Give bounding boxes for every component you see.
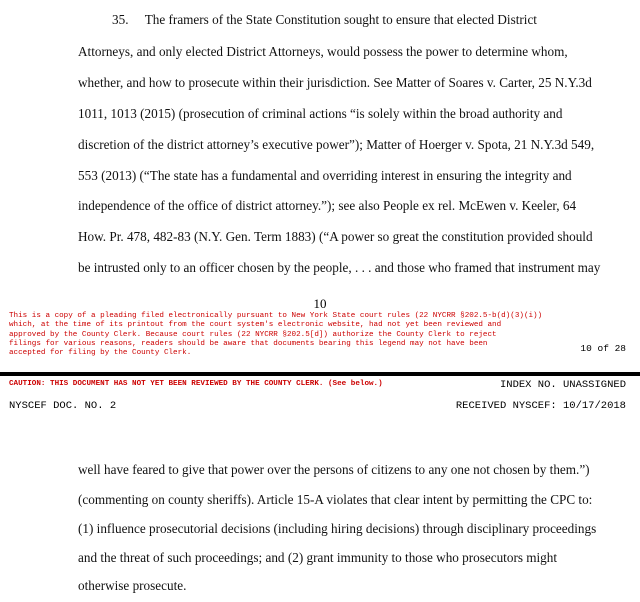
paragraph-line: otherwise prosecute. [78,578,187,593]
paragraph-line: (commenting on county sheriffs). Article 15-A violates that clear intent by permitting the CPC to: [78,492,593,507]
paragraph-line: be intrusted only to an officer chosen by the people, . . . and those who framed that instrument may [78,260,601,275]
paragraph-line: and the threat of such proceedings; and (2) grant immunity to those who prosecutors might [78,550,558,565]
paragraph-line: 553 (2013) (“The state has a fundamental and overriding interest in ensuring the integrity and [78,168,572,183]
paragraph-line: independence of the office of district attorney.”); see also People ex rel. McEwen v. Keeler, 64 [78,198,577,213]
paragraph-line: 35. The framers of the State Constitution sought to ensure that elected District [112,12,537,27]
paragraph-line: How. Pr. 478, 482-83 (N.Y. Gen. Term 1883) (“A power so great the constitution provided should [78,229,593,244]
caution-banner: CAUTION: THIS DOCUMENT HAS NOT YET BEEN REVIEWED BY THE COUNTY CLERK. (See below.) [9,380,383,388]
nyscef-doc-number: NYSCEF DOC. NO. 2 [9,400,117,412]
paragraph-line: well have feared to give that power over the persons of citizens to any one not chosen by them.”) [78,462,590,477]
index-number: INDEX NO. UNASSIGNED [499,379,626,391]
filing-legend: This is a copy of a pleading filed electronically pursuant to New York State court rules (22 NYCRR §202.5-b(d)(3)(i)) which, at the time of its printout from the court system's electronic website, had not yet been reviewed and approved by the County Clerk. Because court rules (22 NYCRR §202.5[d]) authorize the County Clerk to reject filings for various reasons, readers should be aware that documents bearing this legend may not have been accepted for filing by the County Clerk. [9,312,543,358]
current-page [0,376,640,602]
page-number: 10 [313,296,327,311]
paragraph-line: discretion of the district attorney’s executive power”); Matter of Hoerger v. Spota, 21 N.Y.3d 549, [78,137,595,152]
paragraph-line: Attorneys, and only elected District Attorneys, would possess the power to determine whom, [78,44,568,59]
paragraph-line: (1) influence prosecutorial decisions (including hiring decisions) through disciplinary proceedings [78,521,597,536]
paragraph-line: whether, and how to prosecute within their jurisdiction. See Matter of Soares v. Carter, 25 N.Y.3d [78,75,592,90]
page-count: 10 of 28 [580,343,626,354]
paragraph-line: 1011, 1013 (2015) (prosecution of criminal actions “is solely within the broad authority and [78,106,563,121]
received-date: RECEIVED NYSCEF: 10/17/2018 [455,400,626,412]
